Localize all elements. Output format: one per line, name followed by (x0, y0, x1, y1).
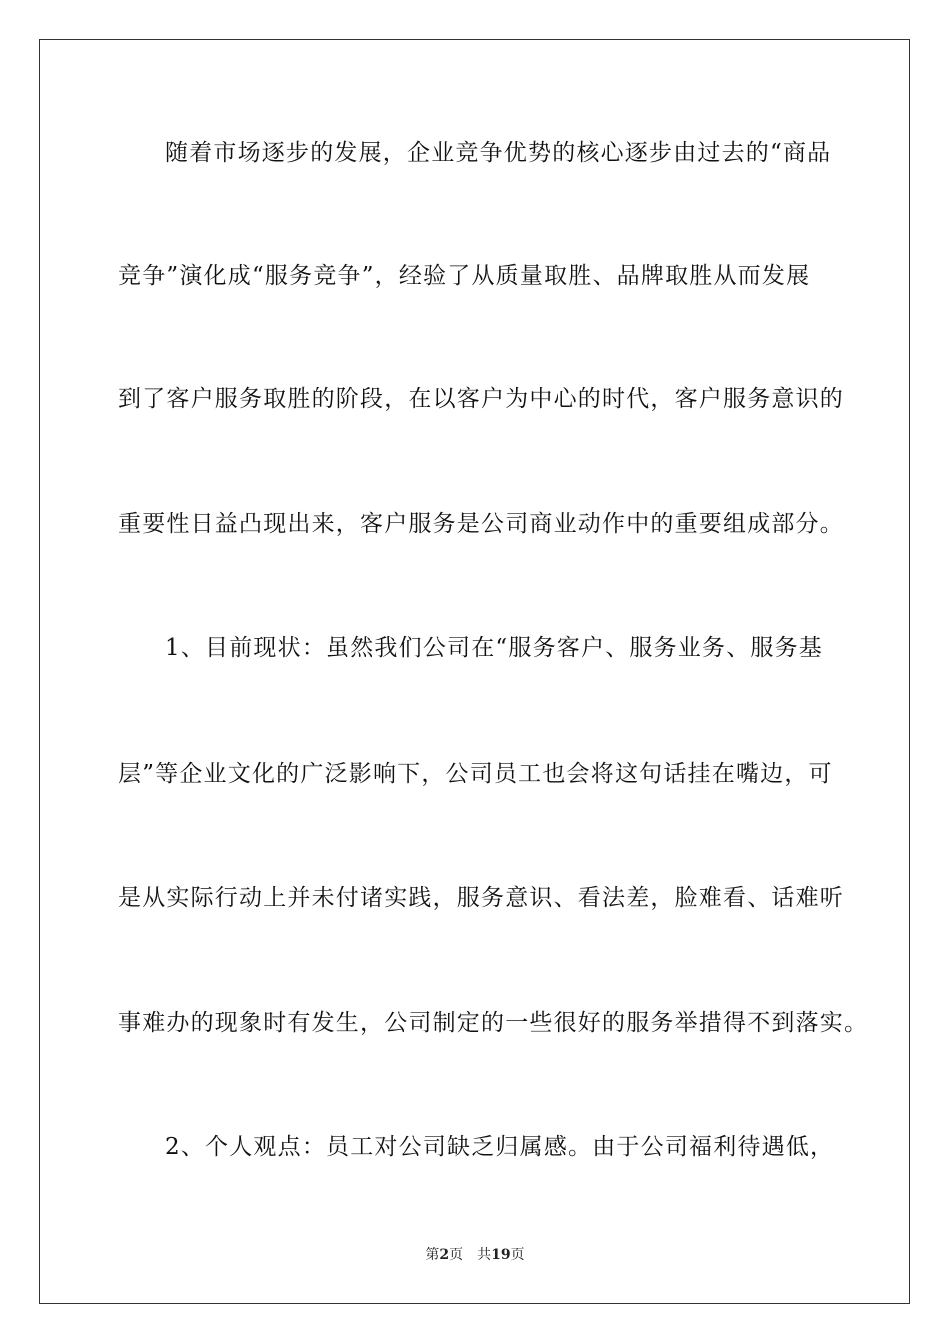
paragraph-2-line-1: 1、目前现状：虽然我们公司在“服务客户、服务业务、服务基 (165, 635, 823, 661)
page-prefix: 第 (425, 1247, 440, 1263)
paragraph-1-line-2: 竞争”演化成“服务竞争”，经验了从质量取胜、品牌取胜从而发展 (118, 263, 811, 289)
paragraph-1-line-3: 到了客户服务取胜的阶段，在以客户为中心的时代，客户服务意识的 (118, 386, 844, 412)
total-pages: 19 (491, 1247, 511, 1263)
paragraph-3-line-1: 2、个人观点：员工对公司缺乏归属感。由于公司福利待遇低， (165, 1134, 835, 1160)
paragraph-1-line-1: 随着市场逐步的发展，企业竞争优势的核心逐步由过去的“商品 (165, 140, 832, 166)
page-suffix: 页 (449, 1247, 464, 1263)
paragraph-2-line-2: 层”等企业文化的广泛影响下，公司员工也会将这句话挂在嘴边，可 (118, 761, 833, 787)
paragraph-2-line-3: 是从实际行动上并未付诸实践，服务意识、看法差，脸难看、话难听 (118, 885, 844, 911)
page-border (39, 39, 910, 1304)
total-suffix: 页 (510, 1247, 525, 1263)
paragraph-1-line-4: 重要性日益凸现出来，客户服务是公司商业动作中的重要组成部分。 (118, 511, 844, 537)
total-prefix: 共 (477, 1247, 492, 1263)
paragraph-2-line-4: 事难办的现象时有发生，公司制定的一些很好的服务举措得不到落实。 (118, 1010, 869, 1036)
page-footer (0, 1245, 950, 1265)
page-number: 2 (439, 1247, 450, 1263)
